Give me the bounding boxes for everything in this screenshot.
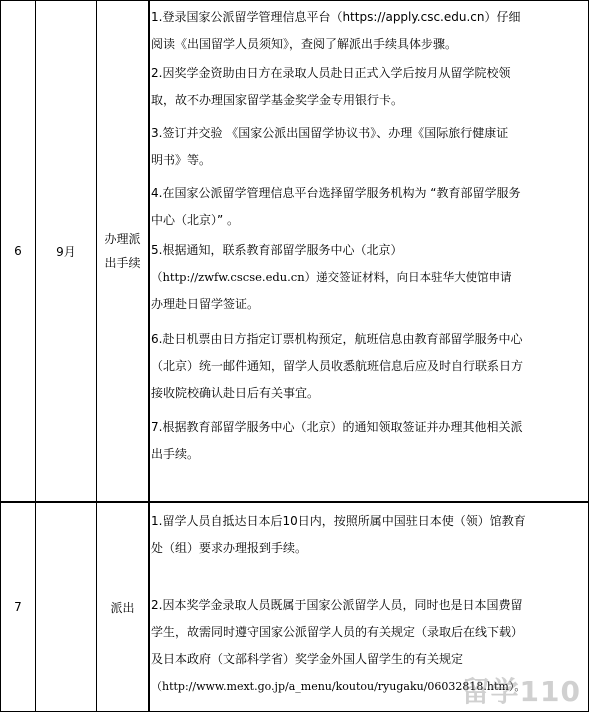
month-label: 9月: [56, 244, 76, 259]
step-text-line: 2.因奖学金资助由日方在录取人员赴日正式入学后按月从留学院校领: [151, 66, 511, 80]
step-text-line: 3.签订并交验 《国家公派出国留学协议书》、办理《国际旅行健康证: [151, 126, 509, 140]
step-text-line: 处（组）要求办理报到手续。: [151, 541, 308, 555]
stage-label: 派出: [110, 600, 135, 615]
step-item: [151, 414, 587, 468]
step-text-line: 1.留学人员自抵达日本后10日内，按照所属中国驻日本使（领）馆教育: [151, 514, 526, 528]
step-text-line: （http://www.mext.go.jp/a_menu/koutou/ryugaku/06032818.htm）。: [151, 680, 526, 693]
step-item: [151, 60, 587, 114]
stage-label-line: 办理派: [104, 232, 141, 246]
watermark-logo: 留学110: [461, 675, 581, 708]
month-cell: [36, 503, 96, 711]
step-text-line: （北京）统一邮件通知，留学人员收悉航班信息后应及时自行联系日方: [151, 359, 524, 373]
step-item: [151, 180, 587, 234]
step-text-line: 4.在国家公派留学管理信息平台选择留学服务机构为 “教育部留学服务: [151, 186, 521, 200]
step-text-line: 及日本政府（文部科学省）奖学金外国人留学生的有关规定: [151, 652, 464, 666]
step-item: [151, 120, 587, 174]
step-text-line: （http://zwfw.cscse.edu.cn）递交签证材料，向日本驻华大使馆申请: [151, 270, 512, 284]
step-text-line: 2.因本奖学金录取人员既属于国家公派留学人员，同时也是日本国费留: [151, 598, 523, 612]
row-number: 6: [14, 244, 22, 258]
step-text-line: 取，故不办理国家留学基金奖学金专用银行卡。: [151, 93, 404, 107]
step-text-line: 明书》等。: [151, 153, 212, 167]
step-text-line: 办理赴日留学签证。: [151, 297, 260, 311]
month-cell: [36, 1, 96, 501]
col-divider: [148, 0, 150, 712]
stage-label-line: 出手续: [104, 256, 141, 270]
stage-cell: [97, 1, 148, 501]
step-text-line: 1.登录国家公派留学管理信息平台（https://apply.csc.edu.cn）仔细: [151, 10, 521, 24]
step-text-line: 中心（北京）” 。: [151, 213, 240, 227]
step-text-line: 阅读《出国留学人员须知》，查阅了解派出手续具体步骤。: [151, 37, 458, 51]
step-text-line: 6.赴日机票由日方指定订票机构预定，航班信息由教育部留学服务中心: [151, 332, 523, 346]
step-item: [151, 237, 587, 318]
step-item: [151, 4, 587, 58]
step-text-line: 7.根据教育部留学服务中心（北京）的通知领取签证并办理其他相关派: [151, 420, 523, 434]
step-item: [151, 326, 587, 407]
step-text-line: 出手续。: [151, 447, 200, 461]
step-text-line: 学生，故需同时遵守国家公派留学人员的有关规定（录取后在线下载）: [151, 625, 524, 639]
stage-cell: [97, 503, 148, 711]
step-text-line: 5.根据通知，联系教育部留学服务中心（北京）: [151, 243, 403, 257]
row-number-cell: [1, 503, 35, 711]
step-item: [151, 508, 587, 562]
row-number: 7: [14, 600, 22, 614]
step-text-line: 接收院校确认赴日后有关事宜。: [151, 386, 320, 400]
row-number-cell: [1, 1, 35, 501]
